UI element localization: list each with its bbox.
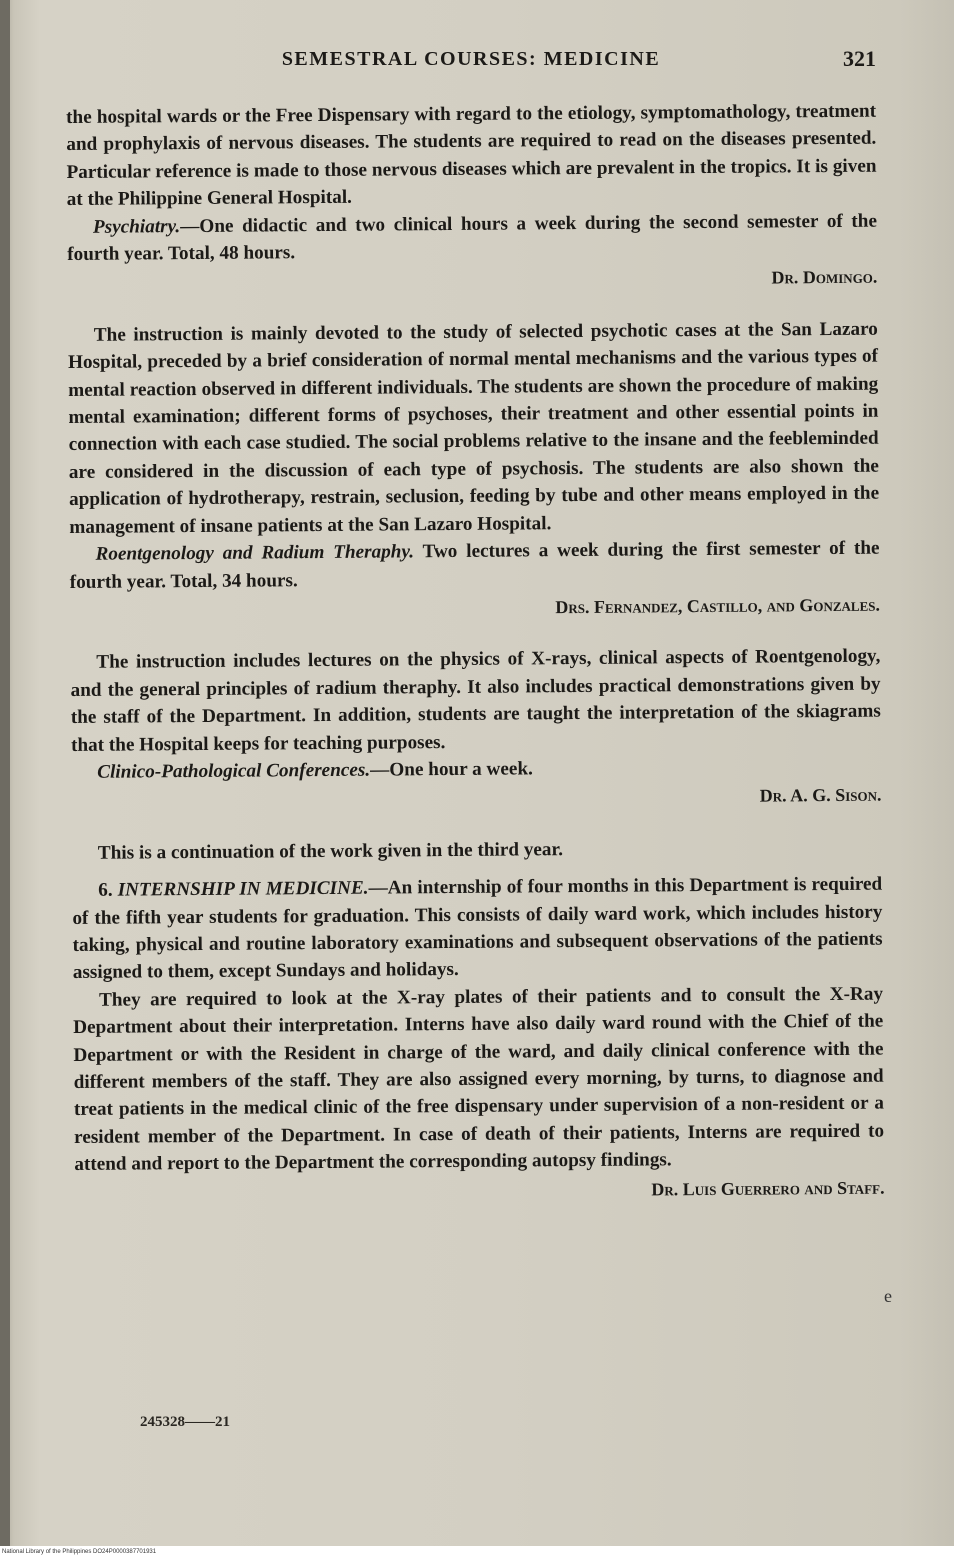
course-roentgen-heading [69,535,879,596]
running-head: SEMESTRAL COURSES: MEDICINE [281,48,661,70]
course-title: Psychiatry. [92,215,181,238]
course-psychiatry-heading [67,207,877,268]
section-title: INTERNSHIP IN MEDICINE. [117,877,369,901]
course-desc: —One hour a week. [370,758,533,781]
page-header [66,44,876,78]
section-number: 6. [98,879,113,901]
instructor-clinico: Dr. A. G. Sison. [759,784,882,806]
page-body [66,98,885,1232]
margin-mark: e [884,1286,892,1306]
internship-text: —An internship of four months in this Department is required of the fifth year students for graduation. This consists of daily ward work, which includes history taking, physical and routine laboratory examinations and subsequent observations of the patients assigned to them, except Sundays and holidays. [72,873,883,984]
internship-para-2: They are required to look at the X-ray plates of their patients and to consult the X-Ray Department about their interpretation. Interns have also daily ward round with the Chief of the Department or with the Resident in charge of the ward, and daily clinical conference with the different members of the staff. They are also assigned every morning, by turns, to diagnose and treat patients in the medical clinic of the free dispensary under supervision of a non-resident or a resident member of the Department. In case of death of their patients, Interns are required to attend and report to the Department the corresponding autopsy findings. [73,983,885,1176]
instructor-internship: Dr. Luis Guerrero and Staff. [651,1177,885,1200]
scan-credit: National Library of the Philippines DO24P0000387701931 [0,1546,954,1558]
instructor-psychiatry: Dr. Domingo. [771,267,878,288]
course-title: Roentgenology and Radium Theraphy. [95,541,415,565]
course-clinico-body: This is a continuation of the work given in the third year. [97,838,564,864]
course-clinico-heading [71,753,881,787]
page-number: 321 [843,46,876,71]
course-desc: Two lectures a week during the first semester of the fourth year. Total, 34 hours. [69,537,880,593]
instructor-roentgen: Drs. Fernandez, Castillo, and Gonzales. [555,594,881,618]
course-psychiatry-body: The instruction is mainly devoted to the study of selected psychotic cases at the San Lazaro Hospital, preceded by a brief consideration of normal mental mechanisms and the various types of mental reaction observed in different individuals. The students are shown the procedure of making mental examination; different forms of psychoses, their treatment and other essential points in connection with each case studied. The social problems relative to the insane and the feebleminded are considered in the discussion of each type of psychosis. The students are also shown the application of hydrotherapy, restrain, seclusion, feeding by tube and other means employed in the management of insane patients at the San Lazaro Hospital. [67,318,880,538]
binding-edge [0,0,10,1558]
paragraph-continuation: the hospital wards or the Free Dispensary with regard to the etiology, symptomathology, treatment and prophylaxis of nervous diseases. The students are required to read on the diseases presented. Particular reference is made to those nervous diseases which are prevalent in the tropics. It is given at the Philippine General Hospital. [66,100,877,211]
course-roentgen-body: The instruction includes lectures on the physics of X-rays, clinical aspects of Roentgenology, and the general principles of radium theraphy. It also includes practical demonstrations given by the staff of the Department. In addition, students are taught the interpretation of the skiagrams that the Hospital keeps for teaching purposes. [70,645,881,756]
internship-para-1 [72,871,883,987]
course-desc: —One didactic and two clinical hours a week during the second semester of the fourth year. Total, 48 hours. [67,210,878,266]
course-title: Clinico-Pathological Conferences. [97,759,371,783]
printer-signature: 245328——21 [140,1414,230,1430]
